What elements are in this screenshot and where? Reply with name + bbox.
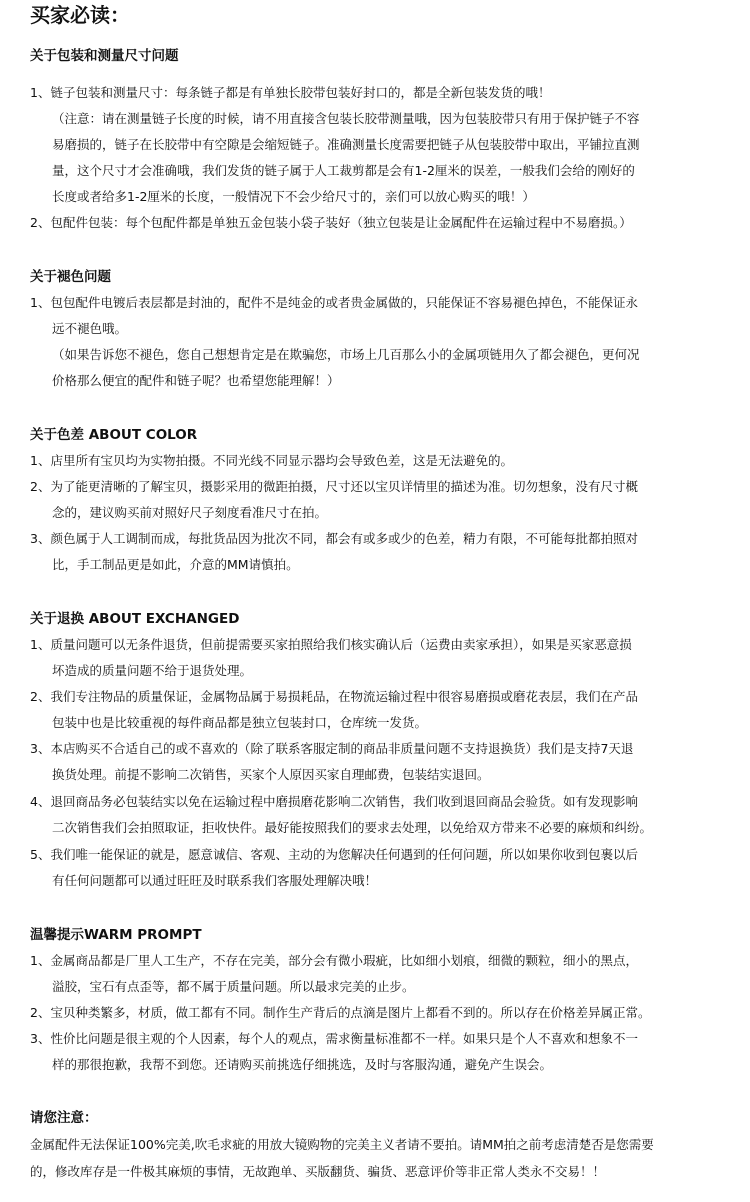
text-line: 价格那么便宜的配件和链子呢？也希望您能理解！） bbox=[52, 373, 340, 388]
text-line: 1、包包配件电镀后表层都是封油的，配件不是纯金的或者贵金属做的，只能保证不容易褪色掉色，不能保证永 bbox=[30, 295, 638, 310]
text-line: 3、性价比问题是很主观的个人因素，每个人的观点，需求衡量标准都不一样。如果只是个人不喜欢和想象不一 bbox=[30, 1031, 638, 1046]
text-line: 远不褪色哦。 bbox=[52, 321, 128, 336]
text-line: 比，手工制品更是如此，介意的MM请慎拍。 bbox=[52, 557, 299, 572]
text-line: 2、宝贝种类繁多，材质，做工都有不同。制作生产背后的点滴是图片上都看不到的。所以存在价格差异属正常。 bbox=[30, 1005, 651, 1020]
text-line: 长度或者给多1-2厘米的长度，一般情况下不会少给尺寸的，亲们可以放心购买的哦！） bbox=[52, 189, 535, 204]
text-line: 易磨损的，链子在长胶带中有空隙是会缩短链子。准确测量长度需要把链子从包装胶带中取出，平铺拉直测 bbox=[52, 137, 640, 152]
text-line: 5、我们唯一能保证的就是，愿意诚信、客观、主动的为您解决任何遇到的任何问题，所以如果你收到包裹以后 bbox=[30, 847, 638, 862]
section-heading-notice: 请您注意： bbox=[30, 1110, 98, 1126]
text-line: 坏造成的质量问题不给于退货处理。 bbox=[52, 663, 253, 678]
text-line: 换货处理。前提不影响二次销售，买家个人原因买家自理邮费，包装结实退回。 bbox=[52, 767, 490, 782]
text-line: 的，修改库存是一件极其麻烦的事情，无故跑单、买版翻货、骗货、恶意评价等非正常人类永不交易！！ bbox=[30, 1164, 606, 1179]
text-line: 二次销售我们会拍照取证，拒收快件。最好能按照我们的要求去处理，以免给双方带来不必要的麻烦和纠纷。 bbox=[52, 820, 653, 835]
section-heading-packaging: 关于包装和测量尺寸问题 bbox=[30, 48, 179, 64]
text-line: （如果告诉您不褪色，您自己想想肯定是在欺骗您，市场上几百那么小的金属项链用久了都会褪色，更何况 bbox=[52, 347, 640, 362]
text-line: 1、金属商品都是厂里人工生产，不存在完美，部分会有微小瑕疵，比如细小划痕，细微的颗粒，细小的黑点， bbox=[30, 953, 638, 968]
text-line: 2、我们专注物品的质量保证，金属物品属于易损耗品，在物流运输过程中很容易磨损或磨花表层，我们在产品 bbox=[30, 689, 638, 704]
text-line: 2、包配件包装：每个包配件都是单独五金包装小袋子装好（独立包装是让金属配件在运输过程中不易磨损。） bbox=[30, 215, 632, 230]
section-heading-exchange: 关于退换 ABOUT EXCHANGED bbox=[30, 611, 240, 627]
text-line: 有任何问题都可以通过旺旺及时联系我们客服处理解决哦！ bbox=[52, 873, 378, 888]
page-title: 买家必读： bbox=[30, 3, 130, 27]
text-line: 样的那很抱歉，我帮不到您。还请购买前挑选仔细挑选，及时与客服沟通，避免产生误会。 bbox=[52, 1057, 553, 1072]
text-line: 3、颜色属于人工调制而成，每批货品因为批次不同，都会有或多或少的色差，精力有限，不可能每批都拍照对 bbox=[30, 531, 638, 546]
section-heading-warm-prompt: 温馨提示WARM PROMPT bbox=[30, 927, 202, 943]
text-line: 溢胶，宝石有点歪等，都不属于质量问题。所以最求完美的止步。 bbox=[52, 979, 415, 994]
text-line: 4、退回商品务必包装结实以免在运输过程中磨损磨花影响二次销售，我们收到退回商品会验货。如有发现影响 bbox=[30, 794, 638, 809]
text-line: 量，这个尺寸才会准确哦，我们发货的链子属于人工裁剪都是会有1-2厘米的误差，一般我们会给的刚好的 bbox=[52, 163, 635, 178]
text-line: 念的，建议购买前对照好尺子刻度看准尺寸在拍。 bbox=[52, 505, 328, 520]
text-line: 1、链子包装和测量尺寸：每条链子都是有单独长胶带包装好封口的，都是全新包装发货的哦！ bbox=[30, 85, 551, 100]
text-line: 2、为了能更清晰的了解宝贝，摄影采用的微距拍摄，尺寸还以宝贝详情里的描述为准。切勿想象，没有尺寸概 bbox=[30, 479, 638, 494]
section-heading-fading: 关于褪色问题 bbox=[30, 269, 111, 285]
text-line: 包装中也是比较重视的每件商品都是独立包装封口，仓库统一发货。 bbox=[52, 715, 428, 730]
text-line: （注意：请在测量链子长度的时候，请不用直接含包装长胶带测量哦，因为包装胶带只有用于保护链子不容 bbox=[52, 111, 640, 126]
section-heading-color: 关于色差 ABOUT COLOR bbox=[30, 427, 198, 443]
text-line: 金属配件无法保证100%完美,吹毛求疵的用放大镜购物的完美主义者请不要拍。请MM拍之前考虑清楚否是您需要 bbox=[30, 1137, 654, 1152]
text-line: 1、店里所有宝贝均为实物拍摄。不同光线不同显示器均会导致色差，这是无法避免的。 bbox=[30, 453, 513, 468]
text-line: 1、质量问题可以无条件退货，但前提需要买家拍照给我们核实确认后（运费由卖家承担），如果是买家恶意损 bbox=[30, 637, 632, 652]
text-line: 3、本店购买不合适自己的或不喜欢的（除了联系客服定制的商品非质量问题不支持退换货）我们是支持7天退 bbox=[30, 741, 634, 756]
